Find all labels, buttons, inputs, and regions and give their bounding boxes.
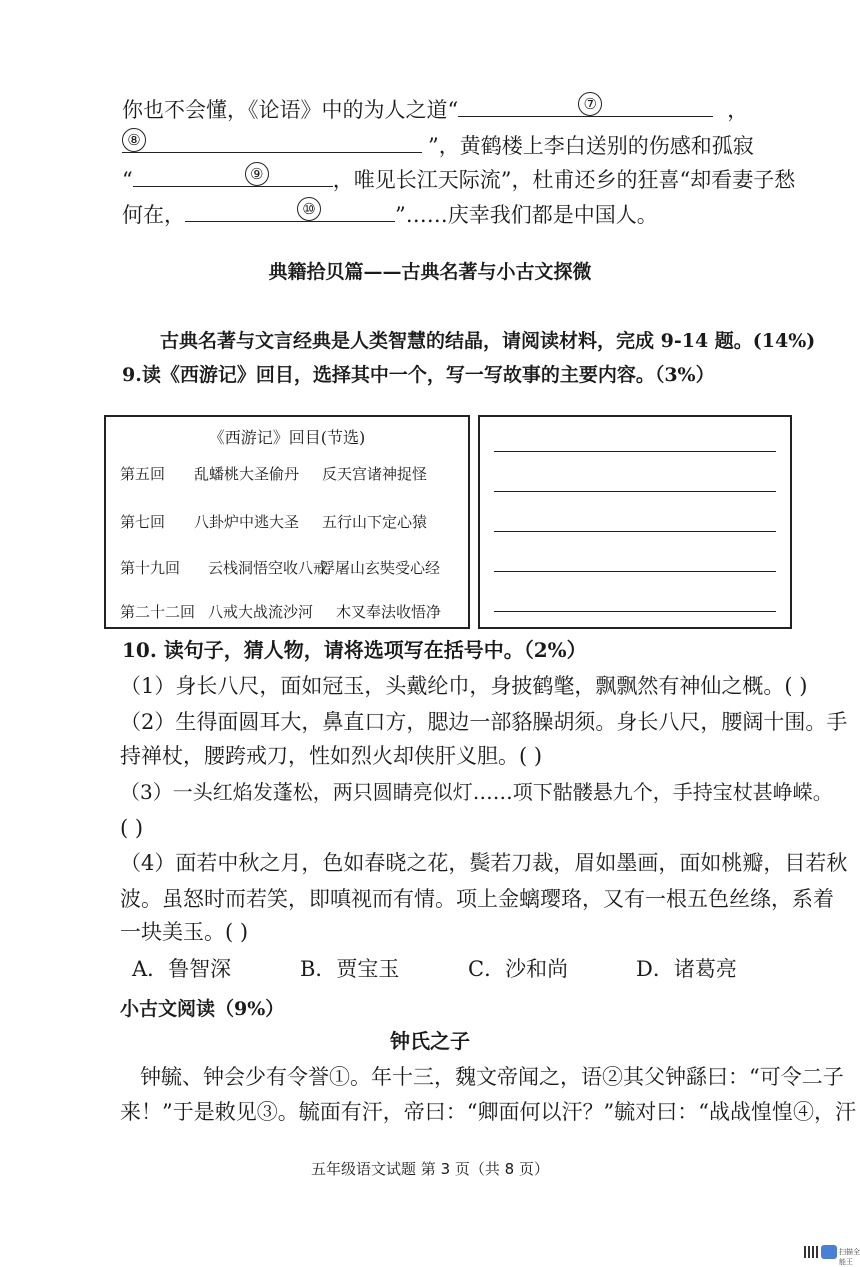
watermark-text: 扫描全能王 (839, 1248, 860, 1266)
poem-line-4-open: 何在， (122, 203, 185, 227)
scanner-logo-icon (821, 1245, 837, 1259)
classic-paragraph-line-2: 来！”于是敕见③。毓面有汗，帝曰：“卿面何以汗？”毓对曰：“战战惶惶④，汗 (120, 1100, 856, 1124)
poem-line-4 (122, 199, 658, 230)
blank-8-number: ⑧ (122, 128, 146, 152)
chapter-number: 第七回 (120, 513, 166, 531)
chapter-title-a: 乱蟠桃大圣偷丹 (194, 465, 300, 483)
answer-line (494, 451, 776, 452)
blank-9-number: ⑨ (245, 162, 269, 186)
blank-9[interactable] (133, 164, 333, 187)
chapter-title-a: 云栈洞悟空收八戒 (208, 559, 329, 577)
poem-line-1-end: ， (727, 98, 749, 122)
q10-sentence-4a: （4）面若中秋之月，色如春晓之花，鬓若刀裁，眉如墨画，面如桃瓣，目若秋 (120, 851, 848, 875)
q10-sentence-3b: ( ) (120, 816, 144, 840)
chapter-title-b: 反天宫诸神捉怪 (322, 465, 428, 483)
blank-8[interactable] (122, 130, 422, 153)
q10-sentence-4b: 波。虽怒时而若笑，即嗔视而有情。项上金螭璎珞，又有一根五色丝绦，系着 (120, 887, 834, 911)
answer-box[interactable] (478, 415, 792, 629)
chapter-title-b: 五行山下定心猿 (322, 513, 428, 531)
q10-sentence-1: （1）身长八尺，面如冠玉，头戴纶巾，身披鹤氅，飘飘然有神仙之概。( ) (120, 674, 808, 698)
chapter-title-b: 木叉奉法收悟净 (336, 603, 442, 621)
question-9-prompt: 9.读《西游记》回目，选择其中一个，写一写故事的主要内容。（3%） (122, 364, 715, 386)
answer-line (494, 491, 776, 492)
chapter-number: 第十九回 (120, 559, 181, 577)
answer-line (494, 571, 776, 572)
option-a: A．鲁智深 (132, 957, 232, 981)
chapter-title-a: 八戒大战流沙河 (208, 603, 314, 621)
poem-line-3 (122, 164, 795, 195)
classic-heading: 小古文阅读（9%） (120, 998, 285, 1020)
q10-sentence-4c: 一块美玉。( ) (120, 920, 249, 944)
option-c: C．沙和尚 (468, 957, 569, 981)
poem-line-4-text: ”……庆幸我们都是中国人。 (395, 203, 658, 227)
question-10-prompt: 10. 读句子，猜人物，请将选项写在括号中。（2%） (122, 638, 587, 662)
q10-sentence-3a: （3）一头红焰发蓬松，两只圆睛亮似灯……项下骷髅悬九个，手持宝杖甚峥嵘。 (120, 780, 833, 804)
chapter-title-b: 浮屠山玄奘受心经 (320, 559, 441, 577)
poem-line-1 (122, 94, 748, 125)
chapter-number: 第二十二回 (120, 603, 196, 621)
chapter-number: 第五回 (120, 465, 166, 483)
option-d: D．诸葛亮 (636, 957, 737, 981)
page-footer: 五年级语文试题 第 3 页（共 8 页） (311, 1160, 549, 1178)
q10-sentence-2a: （2）生得面圆耳大，鼻直口方，腮边一部貉臊胡须。身长八尺，腰阔十围。手 (120, 710, 848, 734)
answer-line (494, 531, 776, 532)
blank-10-number: ⑩ (297, 197, 321, 221)
blank-7-number: ⑦ (578, 92, 602, 116)
section-title: 典籍拾贝篇——古典名著与小古文探微 (268, 261, 592, 283)
q10-sentence-2b: 持禅杖，腰跨戒刀，性如烈火却侠肝义胆。( ) (120, 744, 543, 768)
poem-line-3-open: “ (122, 168, 133, 192)
option-b: B．贾宝玉 (300, 957, 400, 981)
answer-line (494, 611, 776, 612)
chapter-title-a: 八卦炉中逃大圣 (194, 513, 300, 531)
classic-paragraph-line-1: 钟毓、钟会少有令誉①。年十三，魏文帝闻之，语②其父钟繇曰：“可令二子 (140, 1065, 844, 1089)
poem-line-2-text: ”，黄鹤楼上李白送别的伤感和孤寂 (428, 134, 754, 158)
blank-7[interactable] (458, 94, 713, 117)
blank-10[interactable] (185, 199, 395, 222)
poem-line-2 (122, 130, 754, 161)
classic-title: 钟氏之子 (390, 1029, 470, 1053)
qr-code-icon (804, 1246, 818, 1258)
section-intro: 古典名著与文言经典是人类智慧的结晶，请阅读材料，完成 9-14 题。(14%) (160, 330, 816, 352)
poem-line-1-text: 你也不会懂，《论语》中的为人之道“ (122, 98, 459, 122)
chapter-list-title: 《西游记》回目(节选) (208, 428, 366, 447)
chapter-list-box (104, 415, 470, 629)
poem-line-3-text: ，唯见长江天际流”，杜甫还乡的狂喜“却看妻子愁 (332, 168, 796, 192)
